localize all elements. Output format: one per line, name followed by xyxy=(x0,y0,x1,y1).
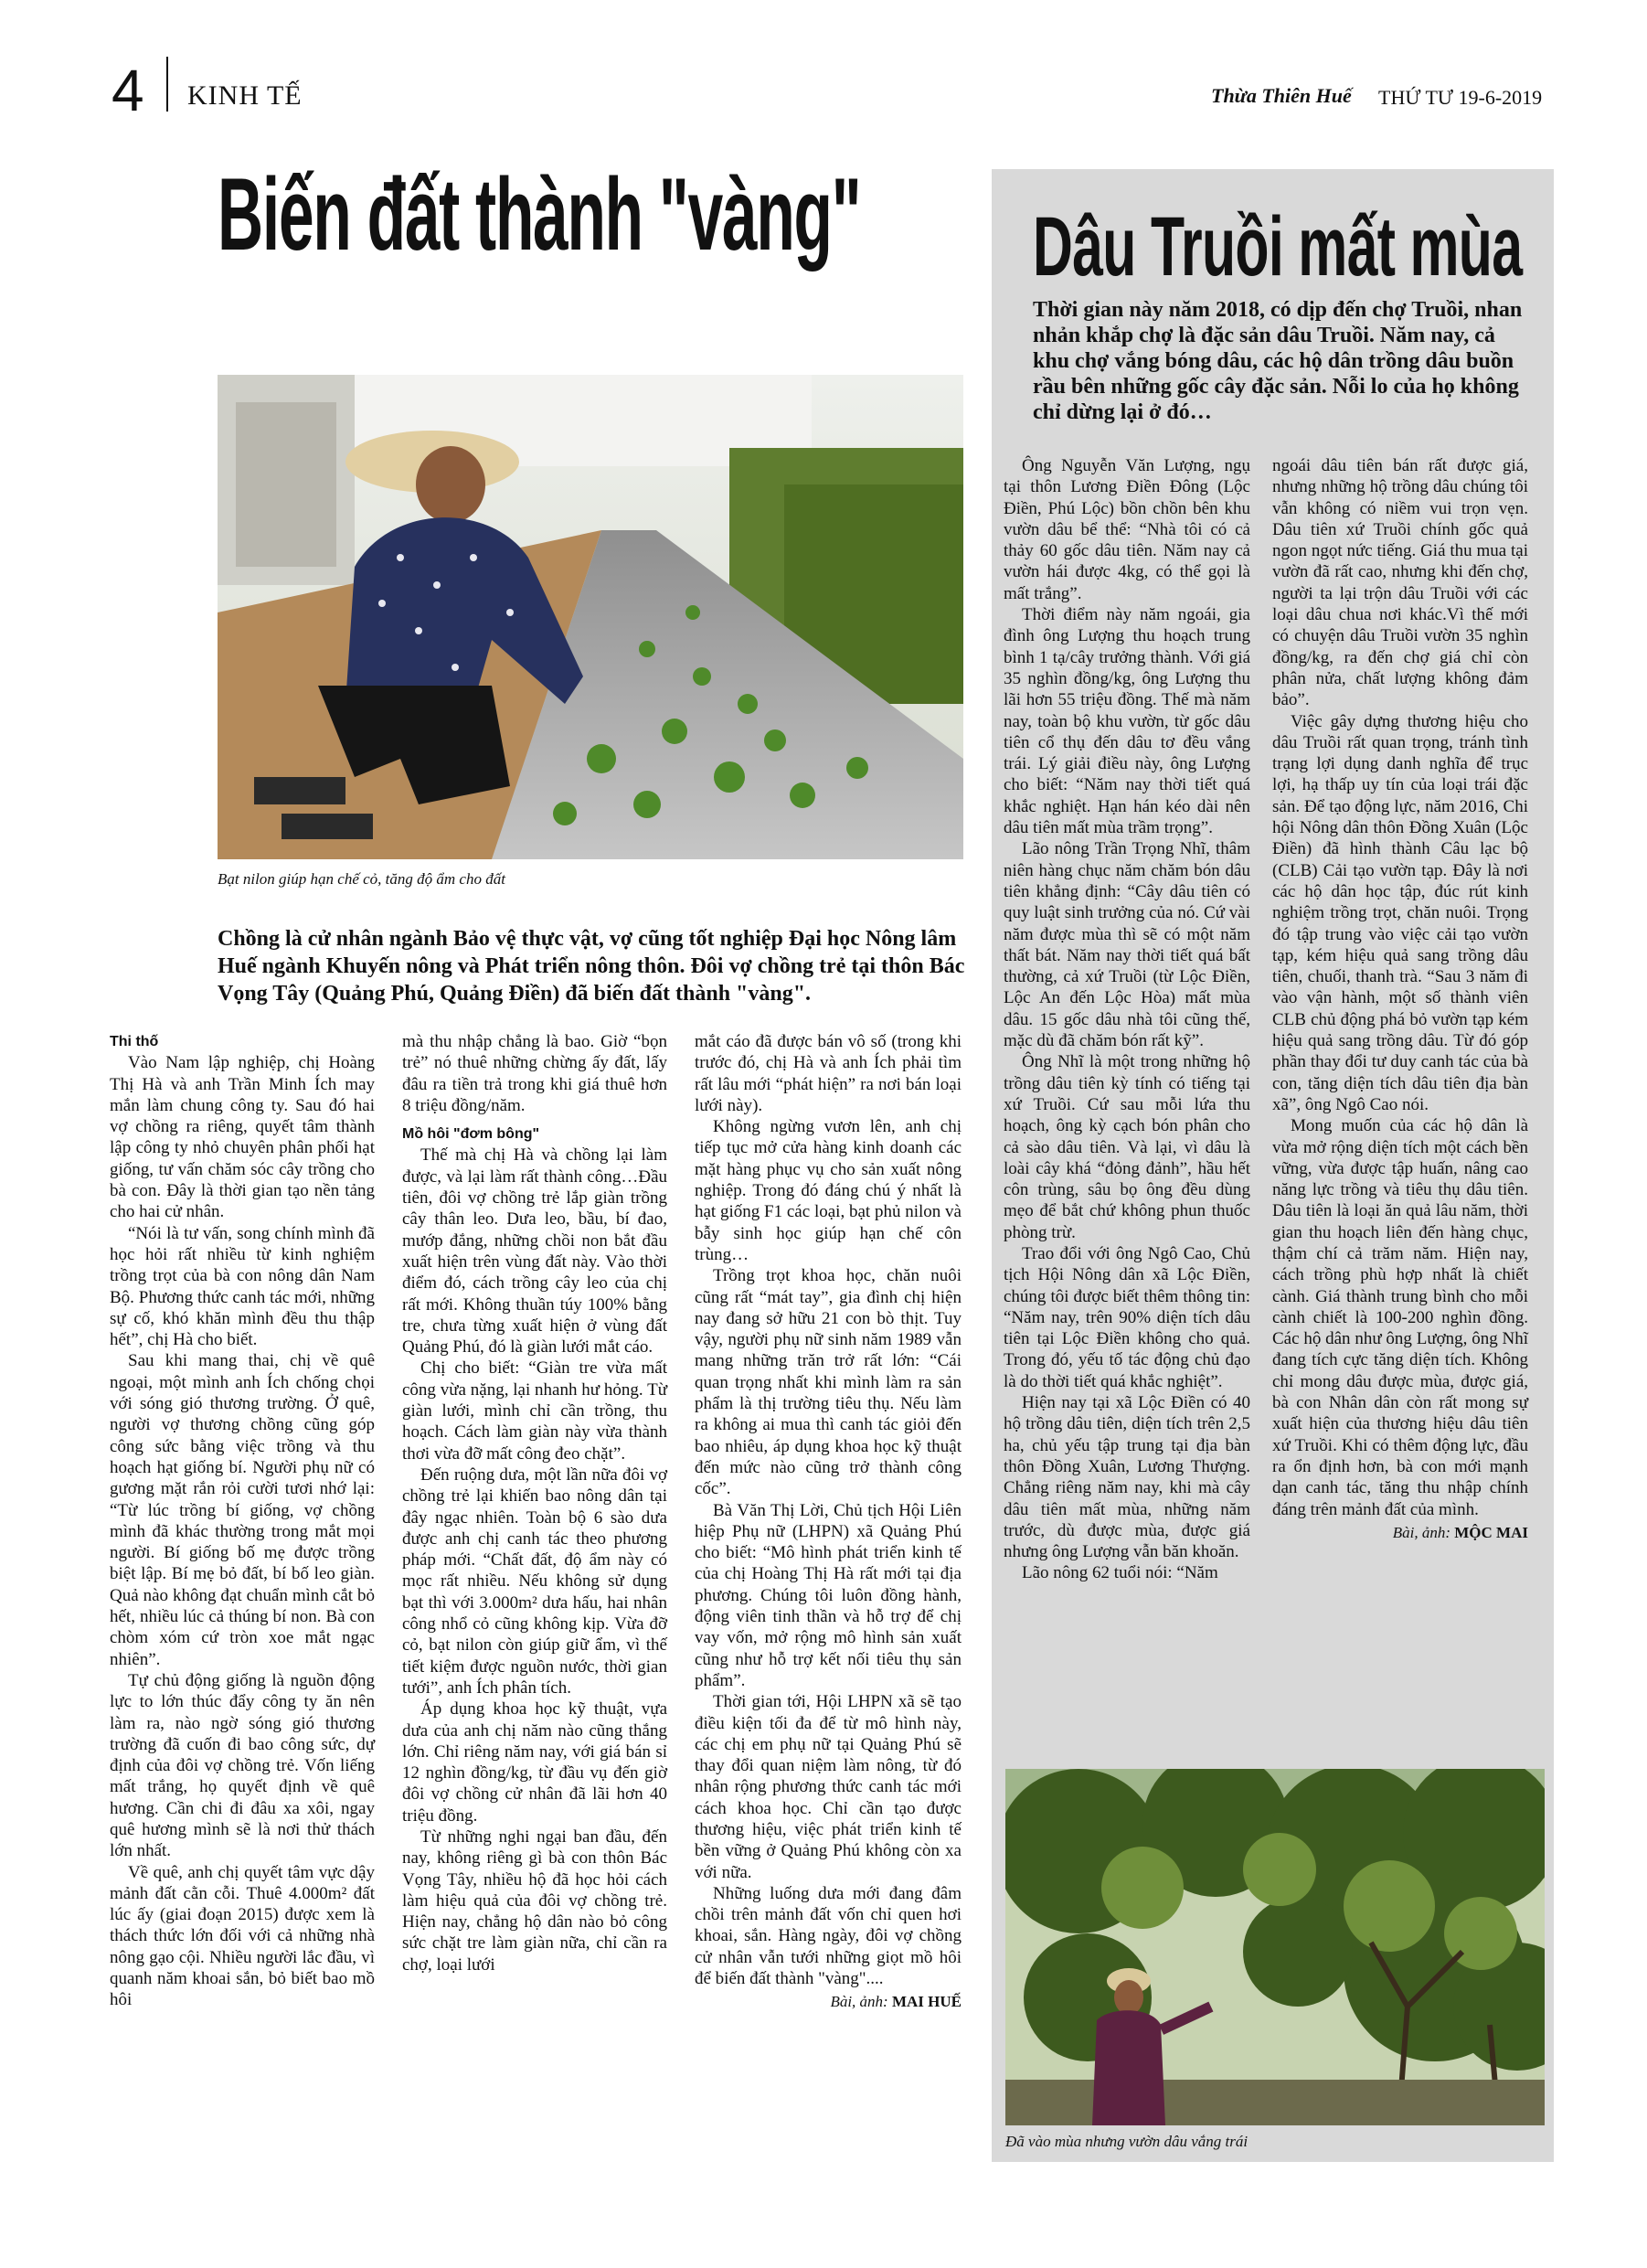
article1-lede: Chồng là cử nhân ngành Bảo vệ thực vật, vợ cũng tốt nghiệp Đại học Nông lâm Huế ngành Khuyến nông và Phát triển nông thôn. Đôi vợ chồng trẻ tại thôn Bác Vọng Tây (Quảng Phú, Quảng Điền) đã biến đất thành "vàng". xyxy=(218,927,965,1006)
paragraph: “Nói là tư vấn, song chính mình đã học hỏi rất nhiều từ kinh nghiệm trồng trọt của bà con nông dân Nam Bộ. Phương thức canh tác mới, những sự cố, khó khăn mình đều thu thập hết”, chị Hà cho biết. xyxy=(110,1223,375,1350)
paragraph: Bà Văn Thị Lời, Chủ tịch Hội Liên hiệp Phụ nữ (LHPN) xã Quảng Phú cho biết: “Mô hình phát triển kinh tế của chị Hoàng Thị Hà rất mới tại địa phương. Chúng tôi luôn đồng hành, động viên tinh thần và hỗ trợ để chị vay vốn, mở rộng mô hình sản xuất cũng như hỗ trợ kết nối tiêu thụ sản phẩm”. xyxy=(695,1500,962,1690)
article2-column-1 xyxy=(1004,455,1250,1584)
paragraph: Áp dụng khoa học kỹ thuật, vựa dưa của anh chị năm nào cũng thắng lớn. Chỉ riêng năm nay, với giá bán sỉ 12 nghìn đồng/kg, từ đầu vụ đến giờ đôi vợ chồng cử nhân đã lãi hơn 40 triệu đồng. xyxy=(402,1699,667,1826)
article1-byline xyxy=(695,1991,962,2012)
paragraph: Đến ruộng dưa, một lần nữa đôi vợ chồng trẻ lại khiến bao nông dân tại đây ngạc nhiên. Toàn bộ 6 sào dưa được anh chị canh tác theo phương pháp mới. “Chất đất, độ ẩm này có mọc rất nhiều. Nếu không sử dụng bạt thì với 3.000m² dưa hấu, hai nhân công nhổ cỏ cũng không kịp. Vừa đỡ cỏ, bạt nilon còn giúp giữ ẩm, vì thế tiết kiệm được nguồn nước, thời gian tưới”, anh Ích phân tích. xyxy=(402,1464,667,1698)
paragraph: Trồng trọt khoa học, chăn nuôi cũng rất “mát tay”, gia đình chị hiện nay đang sở hữu 21 con bò thịt. Tuy vậy, người phụ nữ sinh năm 1989 vẫn mang những trăn trở rất lớn: “Cái quan trọng nhất khi mình làm ra sản phẩm là thị trường tiêu thụ. Nếu làm ra không ai mua thì canh tác giỏi đến bao nhiêu, áp dụng khoa học kỹ thuật đến mức nào cũng trở thành công cốc”. xyxy=(695,1266,962,1499)
paragraph: Thời gian tới, Hội LHPN xã sẽ tạo điều kiện tối đa để từ mô hình này, các chị em phụ nữ tại Quảng Phú sẽ thay đổi quan niệm làm nông, từ đó nhân rộng phương thức canh tác mới cách khoa học. Chỉ cần tạo được thương hiệu, việc phát triển kinh tế bền vững ở Quảng Phú không còn xa với nữa. xyxy=(695,1692,962,1882)
paragraph: Sau khi mang thai, chị về quê ngoại, một mình anh Ích chống chọi với sóng gió thương trường. Ở quê, người vợ thương chồng cũng góp công sức bằng việc trồng và thu hoạch hạt giống bí. Người phụ nữ có gương mặt rắn rỏi cười tươi nhớ lại: “Từ lúc trồng bí giống, vợ chồng mình đã khác thường trong mắt mọi người. Bí giống bố mẹ được trồng biệt lập. Bí mẹ bỏ đất, bí bố leo giàn. Quả nào không đạt chuẩn mình cắt bỏ hết, nhiều lúc cả thúng bí non. Bà con chòm xóm cứ tròn xoe mắt ngạc nhiên”. xyxy=(110,1351,375,1669)
byline-prefix: Bài, ảnh: xyxy=(1392,1523,1451,1541)
paragraph: Tự chủ động giống là nguồn động lực to lớn thúc đẩy công ty ăn nên làm ra, nào ngờ sóng gió thương trường đã cuốn đi bao công sức, dự định của đôi vợ chồng trẻ. Vốn liếng mất trắng, họ quyết định về quê hương. Cần chi đi đâu xa xôi, ngay quê hương mình sẽ là nơi thử thách lớn nhất. xyxy=(110,1670,375,1861)
header-divider xyxy=(166,57,168,112)
article2-photo-caption: Đã vào mùa nhưng vườn dâu vắng trái xyxy=(1005,2133,1249,2150)
paragraph: Từ những nghi ngại ban đầu, đến nay, không riêng gì bà con thôn Bác Vọng Tây, nhiều hộ đã học hỏi cách làm hiệu quả của đôi vợ chồng trẻ. Hiện nay, chẳng hộ dân nào bỏ công sức chặt tre làm giàn nữa, chỉ cần ra chợ, loại lưới xyxy=(402,1826,667,1975)
article1-title: Biến đất thành "vàng" xyxy=(218,157,861,272)
section-name: KINH TẾ xyxy=(187,80,303,111)
subhead: Mồ hôi "đơm bông" xyxy=(402,1126,540,1143)
paragraph: Chị cho biết: “Giàn tre vừa mất công vừa nặng, lại nhanh hư hỏng. Từ giàn lưới, mình chỉ cần trồng, thu hoạch. Cách làm giàn này vừa thành thơi vừa đỡ mất công đeo chặt”. xyxy=(402,1358,667,1464)
article1-column-3 xyxy=(695,1031,962,2013)
paragraph: Hiện nay tại xã Lộc Điền có 40 hộ trồng dâu tiên, diện tích trên 2,5 ha, chủ yếu tập trung tại địa bàn thôn Đồng Xuân, Lương Thượng. Chẳng riêng năm nay, khi mà cây dâu tiên mất mùa, những năm trước, dù được mùa, được giá nhưng ông Lượng vẫn băn khoăn. xyxy=(1004,1393,1250,1562)
paragraph: Mong muốn của các hộ dân là vừa mở rộng diện tích một cách bền vững, vừa được tập huấn, nâng cao năng lực trồng và tiêu thụ dâu tiên. Dâu tiên là loại ăn quả lâu năm, thời gian thu hoạch liên đến hàng chục, thậm chí cả trăm năm. Hiện nay, cách trồng phù hợp nhất là chiết cành. Giá thành trung bình cho mỗi cành chiết là 100-200 nghìn đồng. Các hộ dân như ông Lượng, ông Nhĩ đang tích cực tăng diện tích. Không chỉ mong dâu được mùa, được giá, bà con Nhân dân còn rất mong sự xuất hiện của thương hiệu dâu tiên xứ Truồi. Khi có thêm động lực, đầu ra ổn định hơn, bà con mới mạnh dạn canh tác, tăng thu nhập chính đáng trên mảnh đất của mình. xyxy=(1272,1116,1528,1519)
paragraph: Việc gây dựng thương hiệu cho dâu Truồi rất quan trọng, tránh tình trạng lợi dụng danh nghĩa để trục lợi, hạ thấp uy tín của loại trái đặc sản. Để tạo động lực, năm 2016, Chi hội Nông dân thôn Đồng Xuân (Lộc Điền) đã hình thành Câu lạc bộ (CLB) Cải tạo vườn tạp. Đây là nơi các hộ dân học tập, đúc rút kinh nghiệm trồng trọt, chăn nuôi. Trọng đó tập trung vào việc cải tạo vườn tạp, kém hiệu quả sang trồng dâu tiên, chuối, thanh trà. “Sau 3 năm đi vào vận hành, một số thành viên CLB chủ động phá bỏ vườn tạp kém hiệu quả sang trồng dâu. Từ đó góp phần thay đổi tư duy canh tác của bà con, tăng diện tích dâu tiên địa bàn xã”, ông Ngô Cao nói. xyxy=(1272,711,1528,1114)
byline-author: MỘC MAI xyxy=(1454,1523,1528,1541)
paragraph: Trao đổi với ông Ngô Cao, Chủ tịch Hội Nông dân xã Lộc Điền, chúng tôi được biết thêm thông tin: “Năm nay, trên 90% diện tích dâu tiên tại Lộc Điền không cho quả. Trong đó, yếu tố tác động chủ đạo là do thời tiết quá khắc nghiệt”. xyxy=(1004,1243,1250,1391)
paragraph: mắt cáo đã được bán vô số (trong khi trước đó, chị Hà và anh Ích phải tìm rất lâu mới “phát hiện” ra nơi bán loại lưới này). xyxy=(695,1032,962,1115)
paragraph: ngoái dâu tiên bán rất được giá, nhưng những hộ trồng dâu chúng tôi vẫn không có niềm vui trọn vẹn. Dâu tiên xứ Truồi chính gốc quả ngon ngọt nức tiếng. Giá thu mua tại vườn đã rất cao, nhưng khi đến chợ, người ta lại trộn dâu Truồi với các loại dâu chua nơi khác.Vì thế mới có chuyện dâu Truồi vườn 35 nghìn đồng/kg, ra đến chợ giá chỉ còn phân nửa, chất lượng không đảm bảo”. xyxy=(1272,456,1528,710)
paragraph: Ông Nguyễn Văn Lượng, ngụ tại thôn Lương Điền Đông (Lộc Điền, Phú Lộc) bồn chồn bên khu vườn dâu bể thể: “Nhà tôi có cả thảy 60 gốc dâu tiên. Năm nay cả vườn hái được 4kg, có thể gọi là mất trắng”. xyxy=(1004,456,1250,603)
page-number: 4 xyxy=(112,58,144,123)
farm-photo-image xyxy=(218,375,963,859)
newspaper-name: Thừa Thiên Huế xyxy=(1211,84,1352,107)
article2-sapo: Thời gian này năm 2018, có dịp đến chợ Truồi, nhan nhản khắp chợ là đặc sản dâu Truồi. Năm nay, cả khu chợ vắng bóng dâu, các hộ dân trồng dâu buồn rầu bên những gốc cây đặc sản. Nỗi lo của họ không chỉ dừng lại ở đó… xyxy=(1033,298,1523,424)
article1-photo xyxy=(218,375,963,859)
paragraph: Thế mà chị Hà và chồng lại làm được, và lại làm rất thành công…Đầu tiên, đôi vợ chồng trẻ lắp giàn trồng cây thân leo. Dưa leo, bầu, bí đao, mướp đắng, những chồi non bắt đầu xuất hiện trên vùng đất này. Vào thời điểm đó, cách trồng cây leo của chị rất mới. Không thuần túy 100% bằng tre, chưa từng xuất hiện ở vùng đất Quảng Phú, đó là giàn lưới mắt cáo. xyxy=(402,1145,667,1358)
article2-photo xyxy=(1005,1769,1545,2125)
subhead: Thi thố xyxy=(110,1034,159,1049)
issue-date: THỨ TƯ 19-6-2019 xyxy=(1378,86,1543,109)
paragraph: mà thu nhập chẳng là bao. Giờ “bọn trẻ” nó thuê những chừng ấy đất, lấy đâu ra tiền trả trong khi giá thuê hơn 8 triệu đồng/năm. xyxy=(402,1032,667,1115)
article1-column-2 xyxy=(402,1031,667,1975)
paragraph: Những luống dưa mới đang đâm chồi trên mảnh đất vốn chỉ quen hơi khoai, sắn. Hàng ngày, đôi vợ chồng cử nhân vẫn tưới những giọt mồ hôi để biến đất thành "vàng".... xyxy=(695,1883,962,1989)
article2-title: Dâu Truồi mất mùa xyxy=(1033,200,1523,293)
paragraph: Không ngừng vươn lên, anh chị tiếp tục mở cửa hàng kinh doanh các mặt hàng phục vụ cho sản xuất nông nghiệp. Trong đó đáng chú ý nhất là hạt giống F1 các loại, bạt phủ nilon và bẫy sinh học giúp hạn chế côn trùng… xyxy=(695,1117,962,1264)
paragraph: Lão nông 62 tuổi nói: “Năm xyxy=(1022,1563,1218,1583)
paragraph: Vào Nam lập nghiệp, chị Hoàng Thị Hà và anh Trần Minh Ích may mắn làm chung công ty. Sau đó hai vợ chồng ra riêng, quyết tâm thành lập công ty nhỏ chuyên phân phối hạt giống, tư vấn chăm sóc cây trồng cho bà con. Đây là thời gian tạo nền tảng cho hai cử nhân. xyxy=(110,1053,375,1222)
paragraph: Thời điểm này năm ngoái, gia đình ông Lượng thu hoạch trung bình 1 tạ/cây trưởng thành. Với giá 35 nghìn đồng/kg, ông Lượng thu lãi hơn 55 triệu đồng. Thế mà năm nay, toàn bộ khu vườn, từ gốc dâu tiên cổ thụ đến dâu tơ đều vắng trái. Lý giải điều này, ông Lượng cho biết: “Năm nay thời tiết quá khắc nghiệt. Hạn hán kéo dài nên dâu tiên mất mùa trầm trọng”. xyxy=(1004,605,1250,838)
paragraph: Về quê, anh chị quyết tâm vực dậy mảnh đất cằn cỗi. Thuê 4.000m² đất lúc ấy (giai đoạn 2015) được xem là thách thức lớn đối với cả những nhà nông gạo cội. Nhiều người lắc đầu, vì quanh năm khoai sắn, bỏ biết bao mồ hôi xyxy=(110,1862,375,2010)
mulberry-garden-image xyxy=(1005,1769,1545,2125)
paragraph: Lão nông Trần Trọng Nhĩ, thâm niên hàng chục năm chăm bón dâu tiên khẳng định: “Cây dâu tiên có quy luật sinh trưởng của nó. Cứ vài năm được mùa thì sẽ có một năm thất bát. Năm nay thời tiết quá bất thường, cả xứ Truồi (từ Lộc Điền, Lộc An đến Lộc Hòa) mất mùa dâu. 15 gốc dâu nhà tôi cũng thế, mặc dù đã chăm bón rất kỹ”. xyxy=(1004,839,1250,1051)
article1-photo-caption: Bạt nilon giúp hạn chế cỏ, tăng độ ẩm cho đất xyxy=(218,870,505,888)
article2-byline xyxy=(1272,1522,1528,1543)
byline-author: MAI HUẾ xyxy=(891,1993,962,2011)
byline-prefix: Bài, ảnh: xyxy=(830,1993,888,2011)
article2-column-2 xyxy=(1272,455,1528,1543)
paragraph: Ông Nhĩ là một trong những hộ trồng dâu tiên kỳ tính có tiếng tại xứ Truồi. Cứ sau mỗi lứa thu hoạch, ông kỳ cạch bón phân cho cả sào dâu tiên. Và lại, vì dâu là loài cây khá “đỏng đảnh”, hầu hết côn trùng, sâu bọ ông đều dùng mẹo để bắt chứ không phun thuốc phòng trừ. xyxy=(1004,1052,1250,1242)
article1-column-1 xyxy=(110,1031,375,2011)
